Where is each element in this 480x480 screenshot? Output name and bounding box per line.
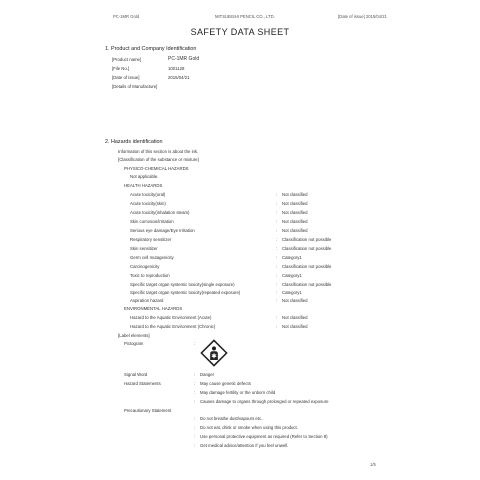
date-of-issue-value: 2015/04/21 — [168, 75, 190, 80]
hazard-value: Not classified — [282, 192, 308, 197]
env-hazard-value: Not classified — [282, 315, 308, 320]
signal-word-value: Danger — [200, 372, 215, 377]
precautionary-statement: Use personal protective equipment as required (Refer to Section 8) — [200, 434, 328, 439]
hazard-label: Acute toxicity(inhalation steam) — [130, 210, 190, 215]
hazard-value: Not classified — [282, 298, 308, 303]
header-product: PC-1MR Gold — [113, 14, 140, 19]
page-number: 1/5 — [370, 462, 376, 467]
product-name-value: PC-1MR Gold — [168, 56, 200, 62]
hazard-statement: May damage fertility or the unborn child — [200, 390, 276, 395]
pictogram-label: Pictogram — [124, 341, 144, 346]
hazard-label: Skin sensitizer — [130, 246, 158, 251]
date-of-issue-label: [Date of issue] — [112, 75, 140, 80]
label-elements-label: [Label elements] — [118, 333, 150, 338]
hazard-value: Category1 — [282, 255, 302, 260]
hazard-label: Toxic to reproduction — [130, 273, 170, 278]
hazard-statements-label: Hazard Statements — [124, 381, 161, 386]
physico-chemical-value: Not applicable. — [130, 174, 159, 179]
hazard-label: Specific target organ systemic toxicity(repeated exposure) — [130, 290, 241, 295]
manufacture-details-label: [Details of Manufacture] — [112, 84, 158, 89]
precautionary-statement: Do not eat, drink or smoke when using this product. — [200, 425, 298, 430]
health-hazards-label: HEALTH HAZARDS — [124, 183, 163, 188]
precautionary-statement-label: Precautionary Statement — [124, 408, 172, 413]
section2-intro: Information of this section is about the ink. — [118, 149, 199, 154]
hazard-label: Skin corrosion/irritation — [130, 219, 174, 224]
hazard-value: Classification not possible — [282, 246, 332, 251]
env-hazard-label: Hazard to the Aquatic Environment (Chronic) — [130, 324, 216, 329]
section2-heading: 2. Hazards identification — [105, 139, 163, 145]
hazard-value: Category1 — [282, 290, 302, 295]
hazard-value: Classification not possible — [282, 264, 332, 269]
hazard-value: Not classified — [282, 210, 308, 215]
health-hazard-icon — [200, 339, 228, 367]
environmental-hazards-label: ENVIRONMENTAL HAZARDS — [124, 306, 183, 311]
hazard-value: Not classified — [282, 201, 308, 206]
hazard-value: Not classified — [282, 219, 308, 224]
hazard-value: Not classified — [282, 228, 308, 233]
header-date: [Date of issue] 2015/04/21 — [338, 14, 387, 19]
hazard-value: Classification not possible — [282, 282, 332, 287]
env-hazard-label: Hazard to the Aquatic Environment (Acute) — [130, 315, 212, 320]
hazard-label: Serious eye damage/Eye Irritation — [130, 228, 195, 233]
env-hazard-value: Not classified — [282, 324, 308, 329]
hazard-statement: May cause genetic defects — [200, 381, 251, 386]
precautionary-statement: Do not breathe dust/vapours etc.. — [200, 416, 264, 421]
hazard-statement: Causes damage to organs through prolonged or repeated exposure — [200, 399, 329, 404]
hazard-label: Respiratory sensitizer — [130, 237, 172, 242]
signal-word-label: Signal Word — [124, 372, 148, 377]
document-title: SAFETY DATA SHEET — [190, 27, 290, 37]
file-no-label: [File No.] — [112, 66, 130, 71]
file-no-value: 1001128 — [168, 66, 185, 71]
hazard-label: Carcinogenicity — [130, 264, 160, 269]
header-company: MITSUBISHI PENCIL CO., LTD. — [215, 14, 275, 19]
physico-chemical-label: PHYSICO-CHEMICAL HAZARDS — [124, 166, 189, 171]
precautionary-statement: Get medical advice/attention if you feel unwell. — [200, 443, 289, 448]
product-name-label: [Product name] — [112, 57, 142, 62]
section1-heading: 1. Product and Company Identification — [105, 46, 197, 52]
hazard-value: Classification not possible — [282, 237, 332, 242]
hazard-label: Acute toxicity(oral) — [130, 192, 166, 197]
sds-page: PC-1MR Gold MITSUBISHI PENCIL CO., LTD. [Date of issue] 2015/04/21 SAFETY DATA SHEET 1. Product and Company Identification [Product name] PC-1MR Gold [File No.] 1001128 [Date of issue] 2015/04/21 [Details of Manufacture] 2. Hazards identification Information of this section is about the ink. [Classification of the substance or mixture] PHYSICO-CHEMICAL HAZARDS Not applicable. HEALTH HAZARDS Acute toxicity(oral) : Not classified Acute toxicity(skin) : Not classified Acute toxicity(inhalation steam) : Not classified Skin corrosion/irritation : Not classified Serious eye damage/Eye Irritation : Not classified Respiratory sensitizer : Classification not possible Skin sensitizer : Classification not possible Germ cell mutagenicity : Category1 Carcinogenicity : Classification not possible Toxic to reproduction : Category1 Specific target organ systemic toxicity(single exposure) : Classification not possible Specific target organ systemic toxicity(repeated exposure) : Category1 Aspiration hazard : Not classified ENVIRONMENTAL HAZARDS Hazard to the Aquatic Environment (Acute) : Not classified Hazard to the Aquatic Environment (Chronic) : Not classified [Label elements] Pictogram : Signal Word : Danger Hazard Statements : May cause genetic defects : May damage fertility or the unborn child : Causes damage to organs through prolonged or repeated exposure Precautionary Statement : Do not breathe dust/vapours etc.. : Do not eat, drink or smoke when using this product. : Use personal protective equipment as required (Refer to Section 8) : Get medical advice/attention if you feel unwell. 1/5 — [0, 0, 480, 480]
hazard-label: Acute toxicity(skin) — [130, 201, 166, 206]
hazard-label: Germ cell mutagenicity — [130, 255, 174, 260]
classification-label: [Classification of the substance or mixture] — [118, 157, 199, 162]
hazard-label: Aspiration hazard — [130, 298, 164, 303]
hazard-value: Category1 — [282, 273, 302, 278]
hazard-label: Specific target organ systemic toxicity(single exposure) — [130, 282, 235, 287]
